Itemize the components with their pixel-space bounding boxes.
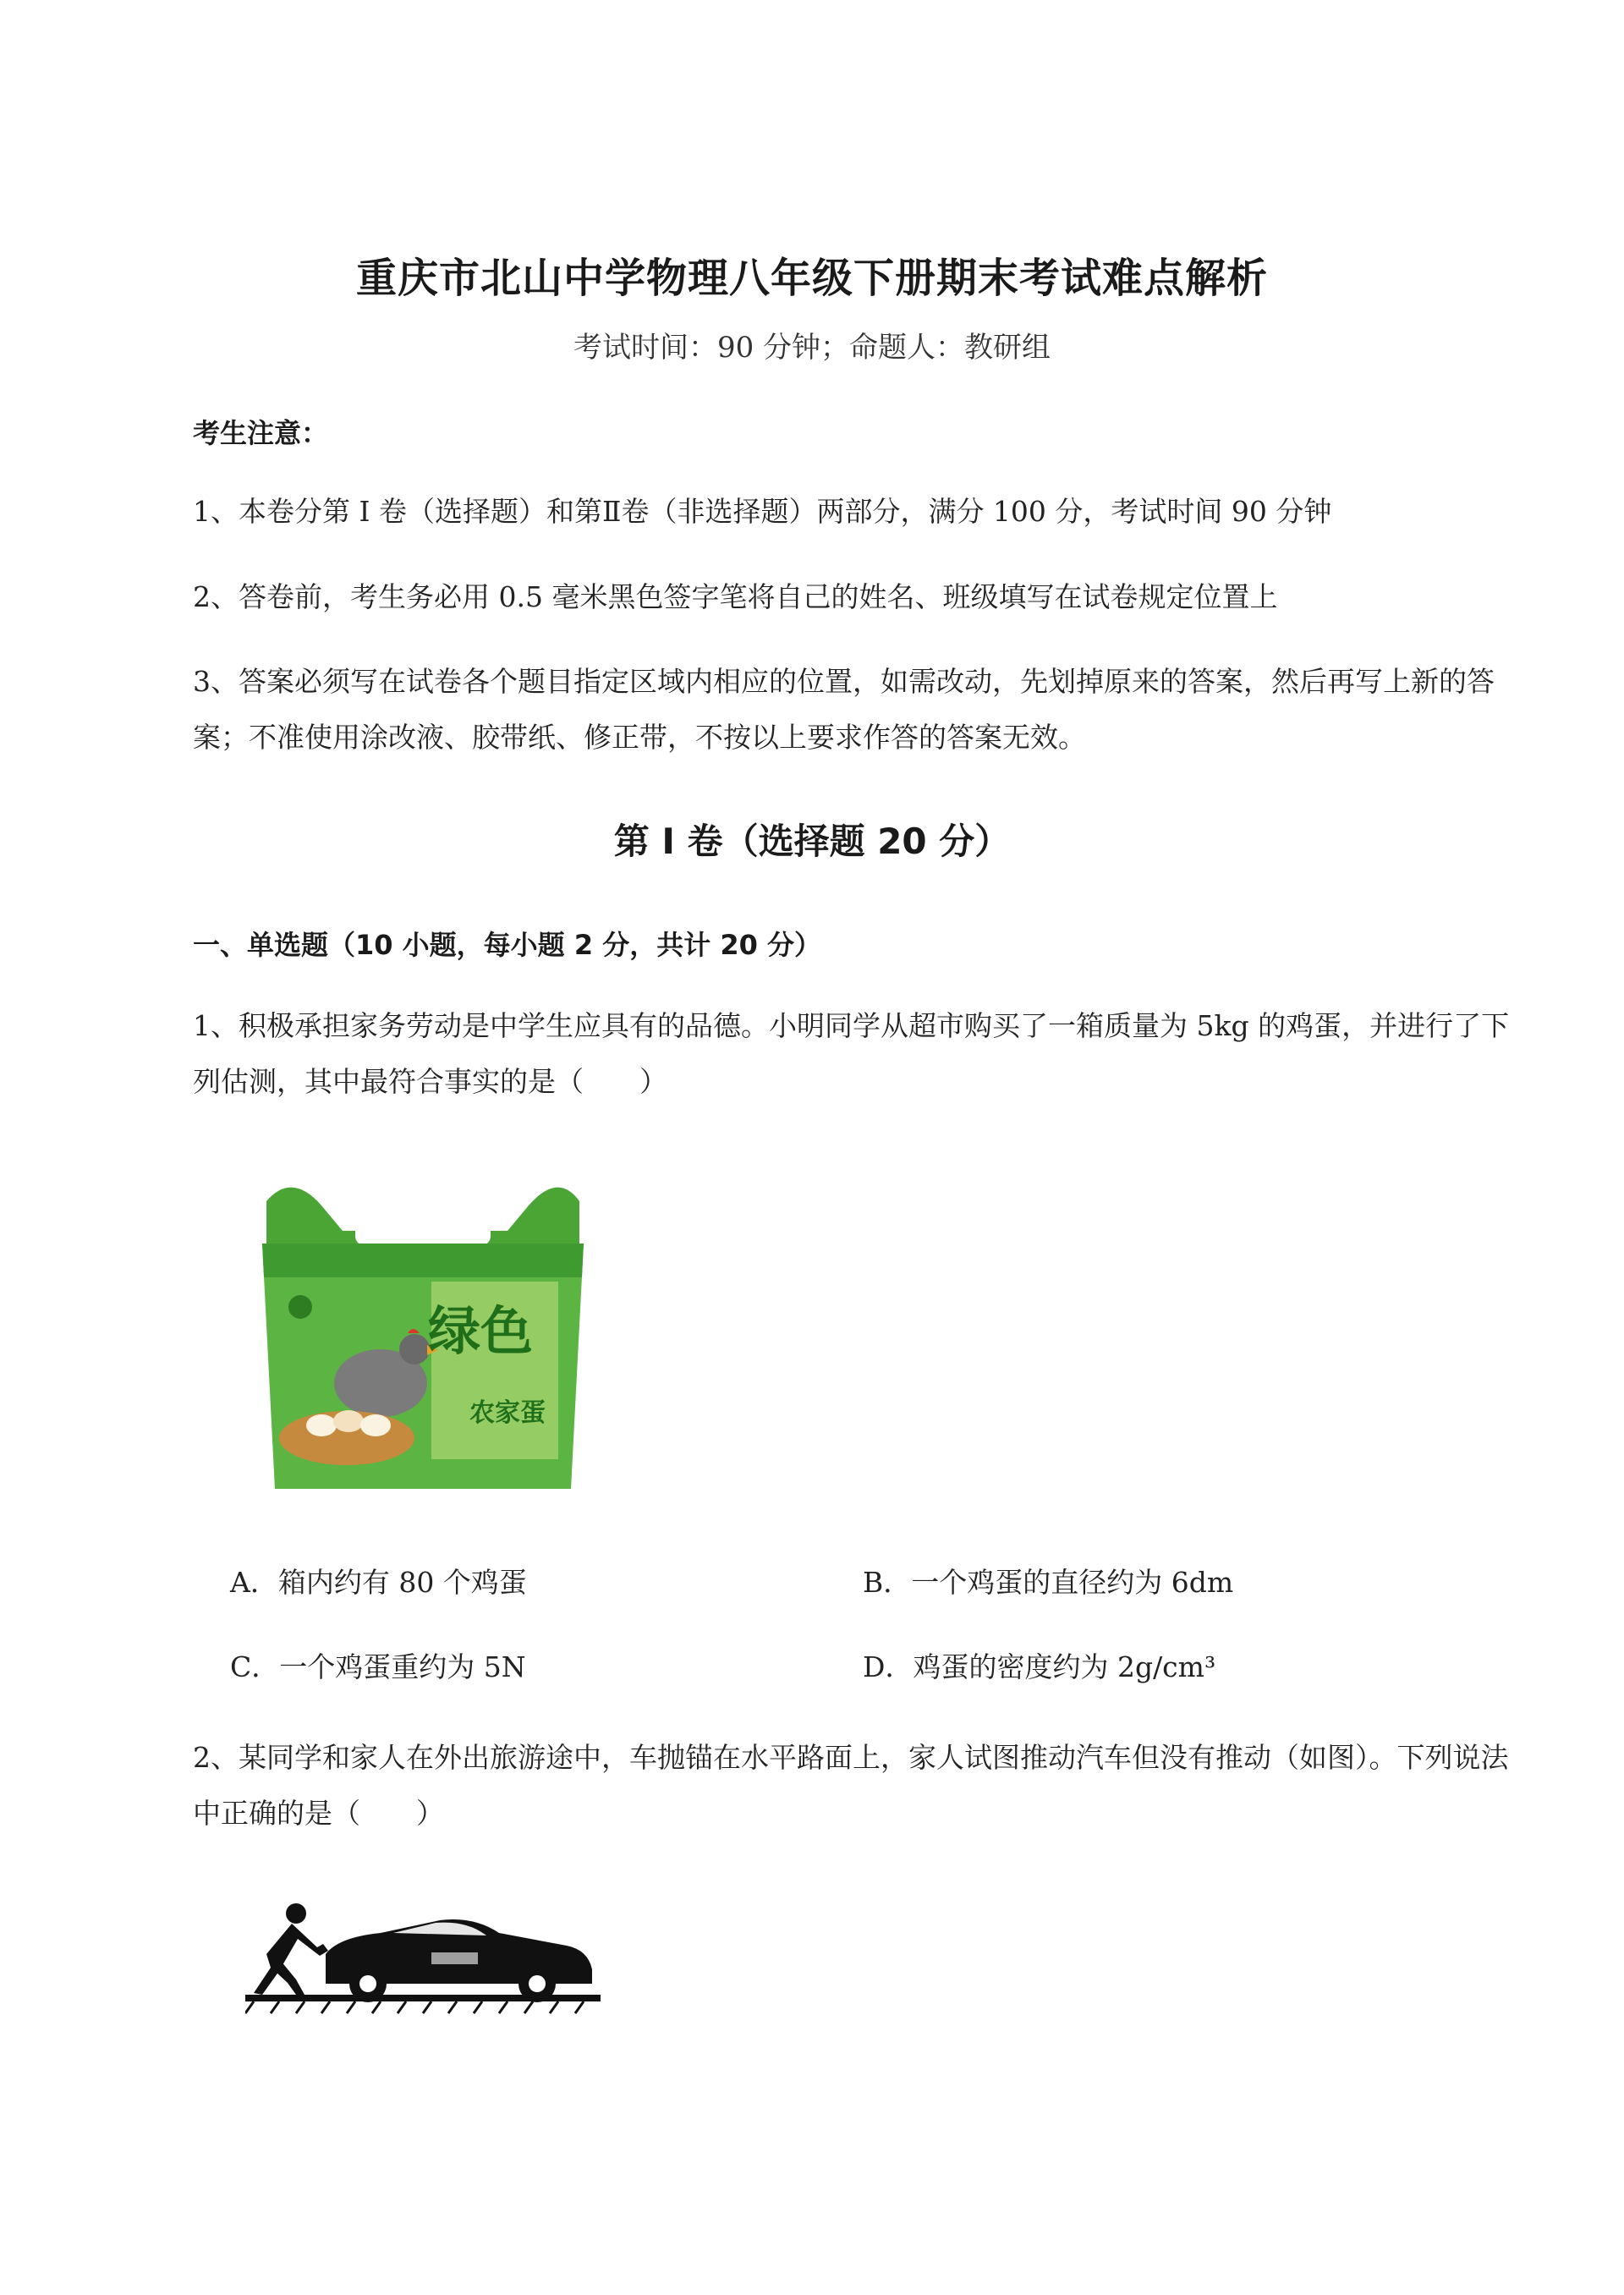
exam-title: 重庆市北山中学物理八年级下册期末考试难点解析 bbox=[355, 255, 1268, 302]
part-heading: 一、单选题（10 小题，每小题 2 分，共计 20 分） bbox=[193, 929, 822, 961]
exam-subtitle: 考试时间：90 分钟；命题人：教研组 bbox=[573, 331, 1051, 365]
person-pushing-car-image bbox=[245, 1895, 601, 2022]
q1-option-c: C．一个鸡蛋重约为 5N bbox=[230, 1650, 526, 1683]
q1-option-d: D．鸡蛋的密度约为 2g/cm³ bbox=[863, 1650, 1216, 1683]
box-subtag-text: 农家蛋 bbox=[469, 1398, 546, 1428]
notice-heading: 考生注意： bbox=[193, 417, 329, 449]
notice-item-1: 1、本卷分第 I 卷（选择题）和第Ⅱ卷（非选择题）两部分，满分 100 分，考试时间 90 分钟 bbox=[193, 495, 1332, 528]
question-2-stem: 2、某同学和家人在外出旅游途中，车抛锚在水平路面上，家人试图推动汽车但没有推动（如图）。下列说法中正确的是（ ） bbox=[193, 1741, 1509, 1830]
notice-item-3: 3、答案必须写在试卷各个题目指定区域内相应的位置，如需改动，先划掉原来的答案，然后再写上新的答案；不准使用涂改液、胶带纸、修正带，不按以上要求作答的答案无效。 bbox=[193, 665, 1495, 754]
box-tag-text: 绿色 bbox=[427, 1300, 534, 1362]
q1-option-b: B．一个鸡蛋的直径约为 6dm bbox=[863, 1566, 1234, 1599]
question-1-stem: 1、积极承担家务劳动是中学生应具有的品德。小明同学从超市购买了一箱质量为 5kg 的鸡蛋，并进行了下列估测，其中最符合事实的是（ ） bbox=[193, 1009, 1510, 1098]
notice-item-2: 2、答卷前，考生务必用 0.5 毫米黑色签字笔将自己的姓名、班级填写在试卷规定位置上 bbox=[193, 580, 1278, 613]
q1-option-a: A．箱内约有 80 个鸡蛋 bbox=[230, 1566, 527, 1599]
egg-box-image bbox=[254, 1167, 592, 1497]
section-title: 第 I 卷（选择题 20 分） bbox=[613, 821, 1011, 862]
